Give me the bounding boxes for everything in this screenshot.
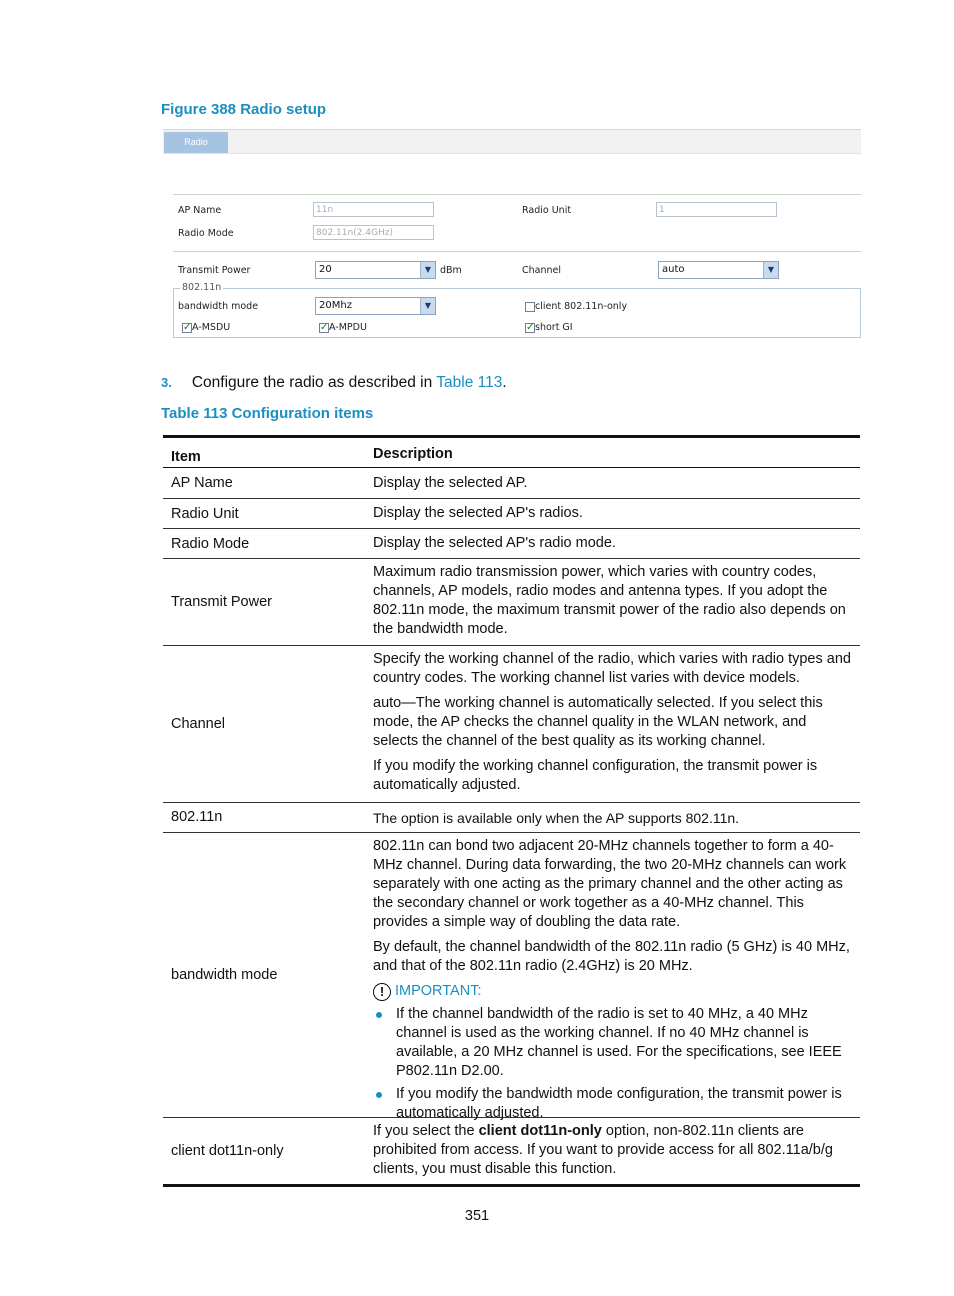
channel-label: Channel (522, 265, 562, 276)
radio-setup-screenshot (163, 129, 861, 339)
transmit-power-unit: dBm (440, 265, 462, 276)
row-item: Radio Mode (171, 535, 250, 552)
transmit-power-select[interactable] (315, 261, 436, 279)
bandwidth-mode-label: bandwidth mode (178, 301, 259, 312)
short-gi-label: short GI (535, 322, 573, 333)
description-paragraph: If you modify the working channel configuration, the transmit power is automatically adjusted. (373, 758, 818, 793)
row-description (365, 646, 860, 802)
bandwidth-mode-select[interactable] (315, 297, 436, 315)
row-description: Display the selected AP's radios. (373, 505, 583, 521)
header-description: Description (373, 446, 453, 462)
step-3 (161, 374, 507, 392)
amsdu-option[interactable] (182, 322, 230, 333)
important-label: IMPORTANT: (395, 983, 482, 999)
row-item: Channel (171, 716, 226, 732)
ampdu-label: A-MPDU (329, 322, 367, 333)
list-item: If you modify the bandwidth mode configuration, the transmit power is automatically adjusted. (373, 1085, 852, 1123)
row-item: client dot11n-only (171, 1143, 284, 1159)
table-row (163, 646, 860, 803)
description-paragraph: Maximum radio transmission power, which varies with country codes, channels, AP models, radio modes and antenna types. If you adopt the 802.11n mode, the maximum transmit power of the radio also depends on the bandwidth mode. (373, 564, 846, 637)
step-text-end: . (502, 374, 507, 391)
chevron-down-icon[interactable]: ▼ (763, 262, 778, 278)
text: If you select the (373, 1123, 479, 1139)
text: option, non-802.11n clients are prohibited from access. If you want to provide access for all 802.11a/b/g clients, you must disable this function. (373, 1123, 833, 1177)
table-header (163, 438, 860, 468)
channel-value: auto (662, 264, 685, 275)
channel-select[interactable] (658, 261, 779, 279)
row-description (365, 1118, 860, 1184)
description-paragraph: By default, the channel bandwidth of the 802.11n radio (5 GHz) is 40 MHz, and that of the 802.11n radio (2.4GHz) is 20 MHz. (373, 939, 850, 974)
figure-caption: Figure 388 Radio setup (161, 101, 327, 118)
row-description (365, 559, 860, 645)
row-description (365, 833, 860, 1121)
ap-name-label: AP Name (178, 205, 222, 216)
step-number: 3. (161, 375, 172, 390)
ampdu-option[interactable] (319, 322, 367, 333)
row-item: bandwidth mode (171, 967, 278, 983)
description-paragraph (373, 1122, 852, 1179)
client-only-option[interactable] (525, 301, 627, 312)
row-item: Radio Unit (171, 505, 239, 522)
table-row (163, 833, 860, 1121)
row-description: The option is available only when the AP supports 802.11n. (373, 810, 740, 826)
table-caption: Table 113 Configuration items (161, 405, 374, 422)
radio-mode-field[interactable]: 802.11n(2.4GHz) (313, 225, 434, 240)
important-list (373, 1005, 852, 1123)
description-paragraph: Specify the working channel of the radio, which varies with radio types and country codes. The working channel list varies with device models. (373, 651, 851, 686)
row-description: Display the selected AP. (373, 474, 528, 491)
row-item: AP Name (171, 475, 233, 491)
table-link[interactable]: Table 113 (436, 374, 503, 391)
table-row (163, 499, 860, 529)
radio-unit-field[interactable]: 1 (656, 202, 777, 217)
important-note (373, 982, 852, 1001)
ampdu-checkbox[interactable]: ✓ (320, 321, 329, 333)
radio-mode-label: Radio Mode (178, 228, 234, 239)
description-paragraph: auto—The working channel is automatically selected. If you select this mode, the AP checks the channel quality in the WLAN network, and selects the channel of the best quality as its working channel. (373, 695, 823, 749)
table-row (163, 1118, 860, 1184)
radio-unit-label: Radio Unit (522, 205, 572, 216)
table-row (163, 803, 860, 833)
transmit-power-label: Transmit Power (178, 265, 251, 276)
warning-icon: ! (373, 983, 391, 1001)
chevron-down-icon[interactable]: ▼ (420, 262, 435, 278)
divider (173, 251, 861, 252)
client-only-label: client 802.11n-only (535, 301, 628, 312)
row-item: Transmit Power (171, 594, 272, 610)
short-gi-checkbox[interactable]: ✓ (526, 321, 535, 333)
step-text: Configure the radio as described in (191, 374, 437, 391)
transmit-power-value: 20 (319, 264, 332, 275)
tab-radio[interactable]: Radio (164, 132, 228, 153)
amsdu-checkbox[interactable]: ✓ (183, 321, 192, 333)
tab-bar (163, 129, 861, 154)
page-number: 351 (464, 1208, 490, 1224)
list-item: If the channel bandwidth of the radio is set to 40 MHz, a 40 MHz channel is used as the working channel. If no 40 MHz channel is available, a 20 MHz channel is used. For the specifications, see IEEE P802.11n D2.00. (373, 1005, 852, 1081)
description-paragraph: 802.11n can bond two adjacent 20-MHz channels together to form a 40-MHz channel. During data forwarding, the two 20-MHz channels can work separately with one acting as the primary channel and the other acting as the secondary channel or work together as a 40-MHz channel. This provides a simple way of doubling the data rate. (373, 838, 847, 930)
config-table (163, 435, 860, 1187)
divider (173, 194, 861, 195)
header-item: Item (171, 448, 201, 465)
chevron-down-icon[interactable]: ▼ (420, 298, 435, 314)
ap-name-field[interactable]: 11n (313, 202, 434, 217)
row-description: Display the selected AP's radio mode. (373, 535, 616, 551)
bandwidth-mode-value: 20Mhz (319, 300, 352, 311)
table-row (163, 468, 860, 499)
client-only-checkbox[interactable] (525, 302, 535, 312)
group-legend: 802.11n (182, 282, 222, 293)
amsdu-label: A-MSDU (192, 322, 231, 333)
short-gi-option[interactable] (525, 322, 573, 333)
table-row (163, 529, 860, 559)
table-row (163, 559, 860, 646)
group-80211n (173, 288, 861, 338)
row-item: 802.11n (171, 809, 223, 825)
option-name: client dot11n-only (478, 1123, 602, 1139)
